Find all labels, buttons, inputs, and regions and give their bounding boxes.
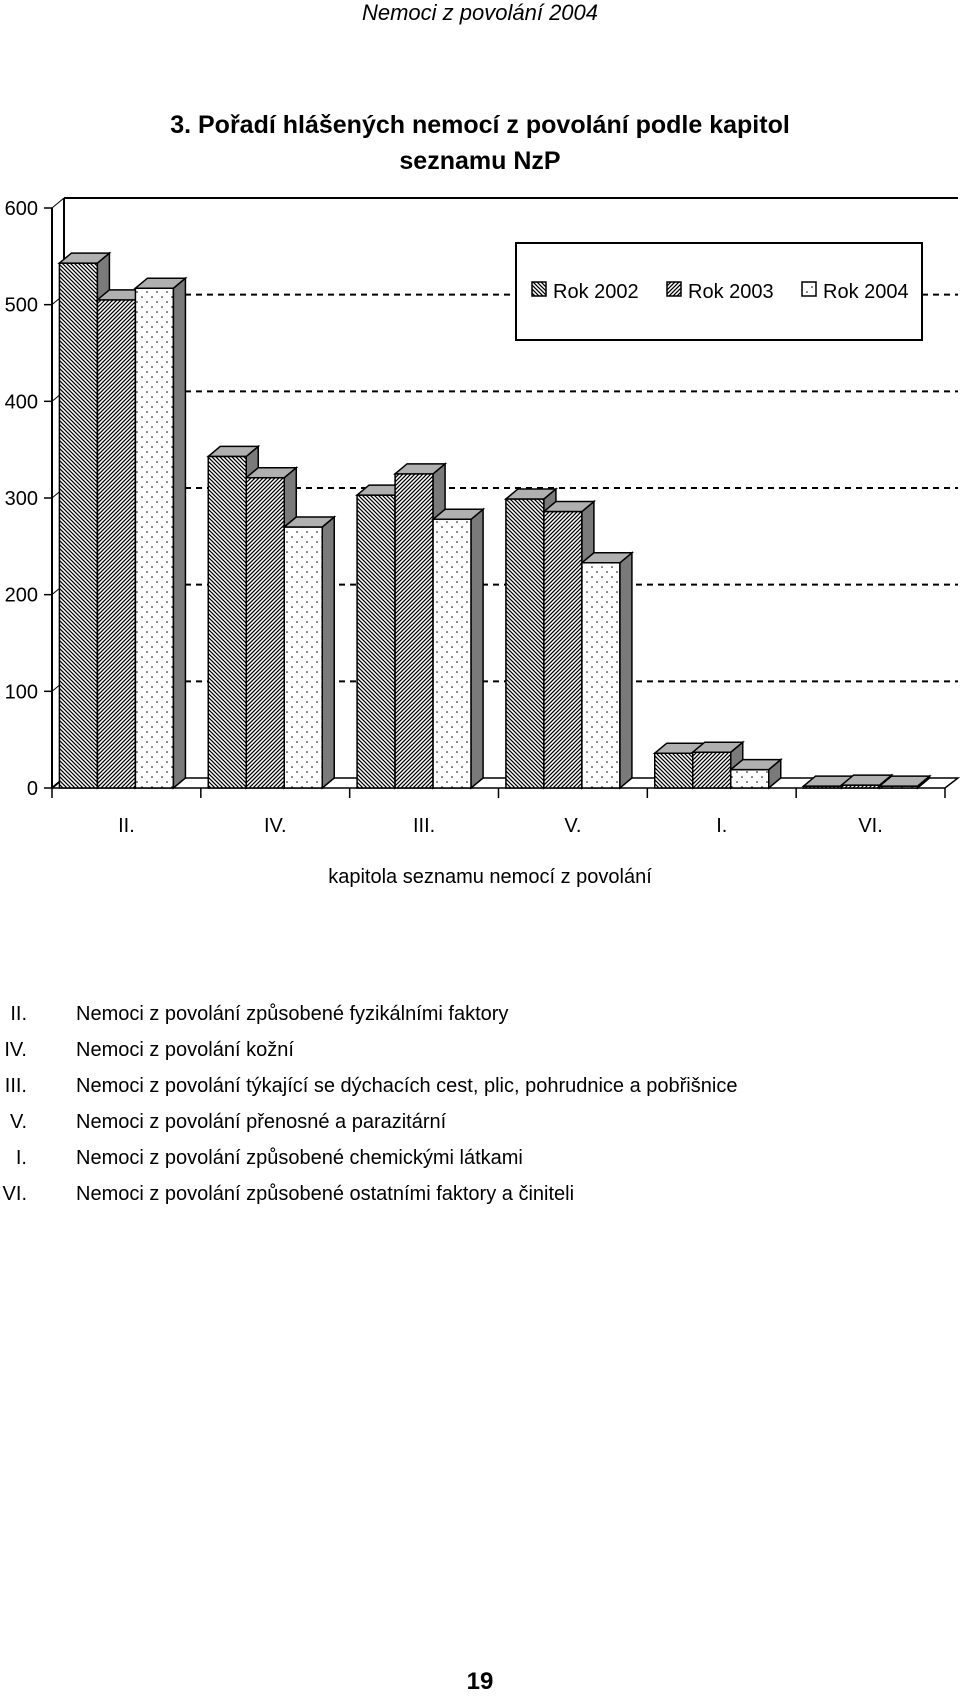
bar xyxy=(582,553,632,788)
chapter-description: Nemoci z povolání přenosné a parazitární xyxy=(76,1111,447,1133)
x-tick-label: II. xyxy=(118,815,135,837)
bar-side xyxy=(322,517,334,788)
x-axis-title: kapitola seznamu nemocí z povolání xyxy=(328,866,652,888)
list-item xyxy=(0,1068,737,1104)
bar-front xyxy=(693,752,731,788)
chapter-code: VI. xyxy=(2,1183,27,1205)
chapter-description: Nemoci z povolání způsobené chemickými látkami xyxy=(76,1147,523,1169)
bar-front xyxy=(655,753,693,788)
y-tick-label: 300 xyxy=(4,488,38,510)
chart-title xyxy=(0,107,960,179)
bar-chart xyxy=(0,185,960,905)
chapter-description: Nemoci z povolání kožní xyxy=(76,1039,294,1061)
page-number: 19 xyxy=(466,1668,494,1695)
bar-front xyxy=(357,495,395,788)
legend-label: Rok 2004 xyxy=(823,281,909,303)
legend-swatch xyxy=(667,282,681,296)
bar xyxy=(731,760,781,788)
bar-front xyxy=(246,478,284,788)
bar-front xyxy=(395,474,433,788)
bar-front xyxy=(208,456,246,788)
running-header: Nemoci z povolání 2004 xyxy=(361,0,599,25)
y-tick-label: 400 xyxy=(4,391,38,414)
bar-front xyxy=(59,263,97,788)
y-tick-label: 100 xyxy=(4,681,38,704)
bar-side xyxy=(173,278,185,788)
legend-label: Rok 2003 xyxy=(688,281,774,303)
legend-swatch xyxy=(532,282,546,296)
bar-front xyxy=(506,499,544,788)
bar xyxy=(433,509,483,788)
bar-front xyxy=(433,519,471,788)
x-tick-label: IV. xyxy=(263,815,287,837)
y-tick-label: 500 xyxy=(4,294,38,317)
bar-front xyxy=(97,300,135,788)
chapter-description: Nemoci z povolání způsobené ostatními faktory a činiteli xyxy=(76,1183,575,1205)
bar-front xyxy=(284,527,322,788)
list-item xyxy=(0,1140,737,1176)
chapter-list xyxy=(0,996,737,1212)
bar-side xyxy=(620,553,632,788)
x-tick-label: V. xyxy=(564,815,582,837)
chapter-description: Nemoci z povolání způsobené fyzikálními faktory xyxy=(76,1003,509,1025)
list-item xyxy=(0,996,737,1032)
legend-label: Rok 2002 xyxy=(553,281,639,303)
chapter-code: III. xyxy=(4,1075,27,1097)
bar-side xyxy=(471,509,483,788)
bar-front xyxy=(544,512,582,788)
y-tick-label: 600 xyxy=(4,198,38,220)
chapter-code: V. xyxy=(9,1111,27,1133)
x-tick-label: III. xyxy=(412,815,436,837)
x-tick-label: I. xyxy=(716,815,728,837)
chapter-code: I. xyxy=(15,1147,27,1169)
chart-title-line-2: seznamu NzP xyxy=(399,147,561,175)
y-tick-diagonal xyxy=(52,198,64,208)
chapter-code: IV. xyxy=(4,1039,27,1061)
bar xyxy=(284,517,334,788)
x-tick-label: VI. xyxy=(858,815,883,837)
bar-front xyxy=(731,770,769,788)
bar-front xyxy=(582,563,620,788)
y-tick-label: 0 xyxy=(26,778,38,800)
bar-front xyxy=(135,288,173,788)
y-tick-label: 200 xyxy=(4,584,38,607)
chapter-description: Nemoci z povolání týkající se dýchacích cest, plic, pohrudnice a pobřišnice xyxy=(76,1075,738,1097)
list-item xyxy=(0,1104,737,1140)
list-item xyxy=(0,1032,737,1068)
chart-title-line-1: 3. Pořadí hlášených nemocí z povolání podle kapitol xyxy=(170,111,790,139)
x-tick-labels xyxy=(118,815,883,837)
legend-swatch xyxy=(802,282,816,296)
list-item xyxy=(0,1176,737,1212)
bar xyxy=(135,278,185,788)
chapter-code: II. xyxy=(10,1003,27,1025)
legend xyxy=(516,243,922,340)
